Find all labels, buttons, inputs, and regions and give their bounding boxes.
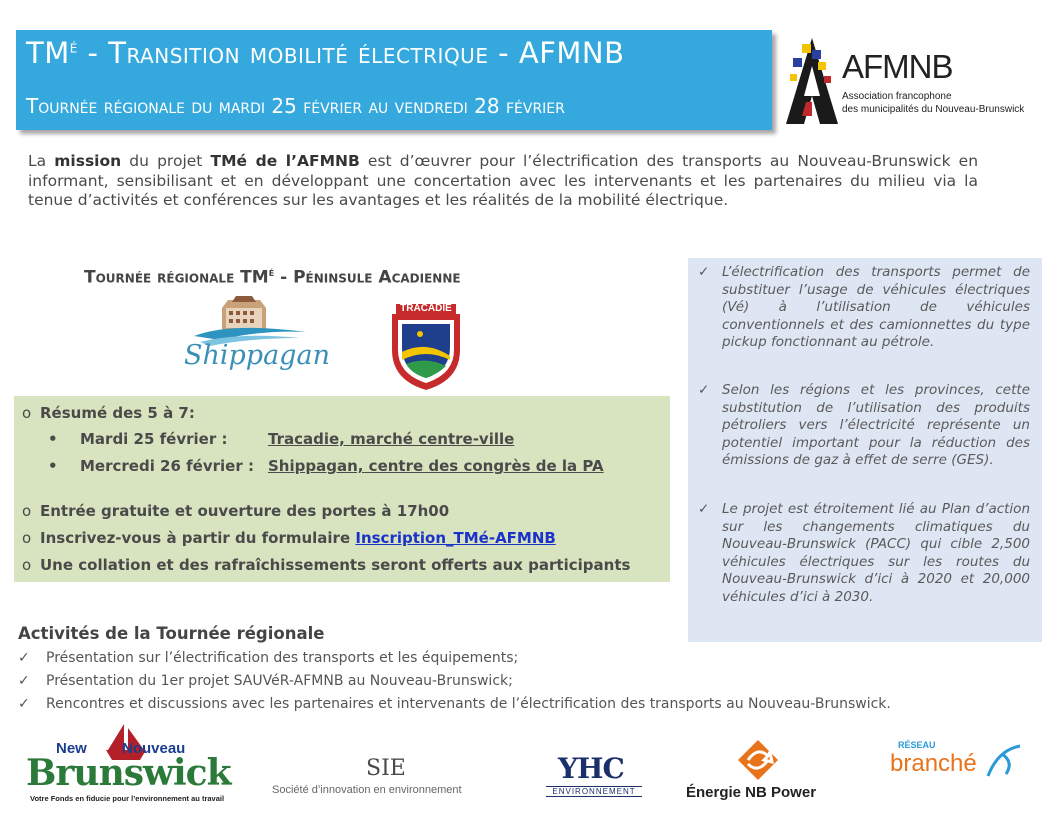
activities-title: Activités de la Tournée régionale bbox=[18, 624, 325, 643]
page-title: $TM^é$ - Transition mobilité électrique - AFMNB bbox=[26, 36, 625, 70]
checkmark-icon: ✓ bbox=[698, 264, 710, 280]
activity-item: ✓ Présentation sur l’électrification des transports et les équipements; bbox=[18, 650, 519, 666]
activity-item: ✓ Présentation du 1er projet SAUVéR-AFMNB au Nouveau-Brunswick; bbox=[18, 673, 513, 689]
event-link-shippagan[interactable]: Shippagan, centre des congrès de la PA bbox=[268, 457, 604, 475]
tour-heading: Tournée régionale $TM^é$ - Péninsule Acadienne bbox=[84, 266, 461, 288]
afmnb-emblem-icon bbox=[782, 36, 842, 128]
checkmark-icon: ✓ bbox=[18, 650, 30, 666]
page-subtitle: Tournée régionale du mardi 25 février au vendredi 28 février bbox=[26, 94, 565, 118]
yhc-logo: YHC ENVIRONNEMENT bbox=[546, 752, 642, 798]
entry-line: o Entrée gratuite et ouverture des portes à 17h00 bbox=[22, 502, 450, 520]
checkmark-icon: ✓ bbox=[18, 673, 30, 689]
reseau-branche-logo: RÉSEAU branché bbox=[890, 740, 1030, 786]
resume-line: o Résumé des 5 à 7: bbox=[22, 404, 195, 422]
context-item: ✓ Le projet est étroitement lié au Plan d’action sur les changements climatiques du Nouveau-Brunswick (PACC) qui cible 2,500 véhicules électriques sur les routes du Nouveau-Brunswick d’ici à 2020 et 20,000 véhicules d’ici à 2030. bbox=[698, 501, 1030, 605]
context-item: ✓ L’électrification des transports permet de substituer l’usage de véhicules électriques (Vé) à l’utilisation de véhicules conventionnels et des camionnettes du type pickup fonctionnant au pétrole. bbox=[698, 264, 1030, 350]
checkmark-icon: ✓ bbox=[698, 501, 710, 517]
event-row: • Mercredi 26 février : bbox=[48, 457, 254, 475]
activity-item: ✓ Rencontres et discussions avec les partenaires et intervenants de l’électrification des transports au Nouveau-Brunswick. bbox=[18, 696, 891, 712]
intro-paragraph: La mission du projet TMé de l’AFMNB est d’œuvrer pour l’électrification des transports au Nouveau-Brunswick en informant, sensibilisant et en développant une concertation avec les intervenants et les partenaires du milieu via la tenue d’activités et conférences sur les avantages et les réalités de la mobilité électrique. bbox=[28, 152, 979, 209]
registration-link[interactable]: Inscription_TMé-AFMNB bbox=[355, 529, 556, 547]
event-row: • Mardi 25 février : bbox=[48, 430, 228, 448]
energie-nb-emblem-icon bbox=[736, 738, 780, 782]
event-info-box bbox=[14, 396, 670, 582]
snack-line: o Une collation et des rafraîchissements seront offerts aux participants bbox=[22, 556, 631, 574]
context-info-box bbox=[688, 258, 1042, 642]
header-banner bbox=[16, 30, 772, 130]
sie-logo: SIE Société d’innovation en environnement bbox=[272, 756, 462, 796]
checkmark-icon: ✓ bbox=[18, 696, 30, 712]
plug-icon bbox=[984, 740, 1024, 780]
register-line: o Inscrivez-vous à partir du formulaire Inscription_TMé-AFMNB bbox=[22, 529, 556, 547]
energie-nb-power-logo: Énergie NB Power bbox=[686, 738, 836, 804]
nb-environmental-trust-logo: New Nouveau Brunswick Votre Fonds en fiducie pour l’environnement au travail bbox=[26, 722, 226, 804]
checkmark-icon: ✓ bbox=[698, 382, 710, 398]
shippagan-logo: Shippagan bbox=[180, 296, 310, 388]
context-item: ✓ Selon les régions et les provinces, cette substitution de l’utilisation des produits pétroliers vers l’électricité représente un potentiel important pour la réduction des émissions de gaz à effet de serre (GES). bbox=[698, 382, 1030, 468]
tracadie-logo: TRACADIE bbox=[388, 300, 464, 392]
afmnb-logo: AFMNB Association francophone des municipalités du Nouveau-Brunswick bbox=[782, 36, 1032, 128]
shippagan-building-icon bbox=[180, 296, 310, 346]
event-link-tracadie[interactable]: Tracadie, marché centre-ville bbox=[268, 430, 515, 448]
